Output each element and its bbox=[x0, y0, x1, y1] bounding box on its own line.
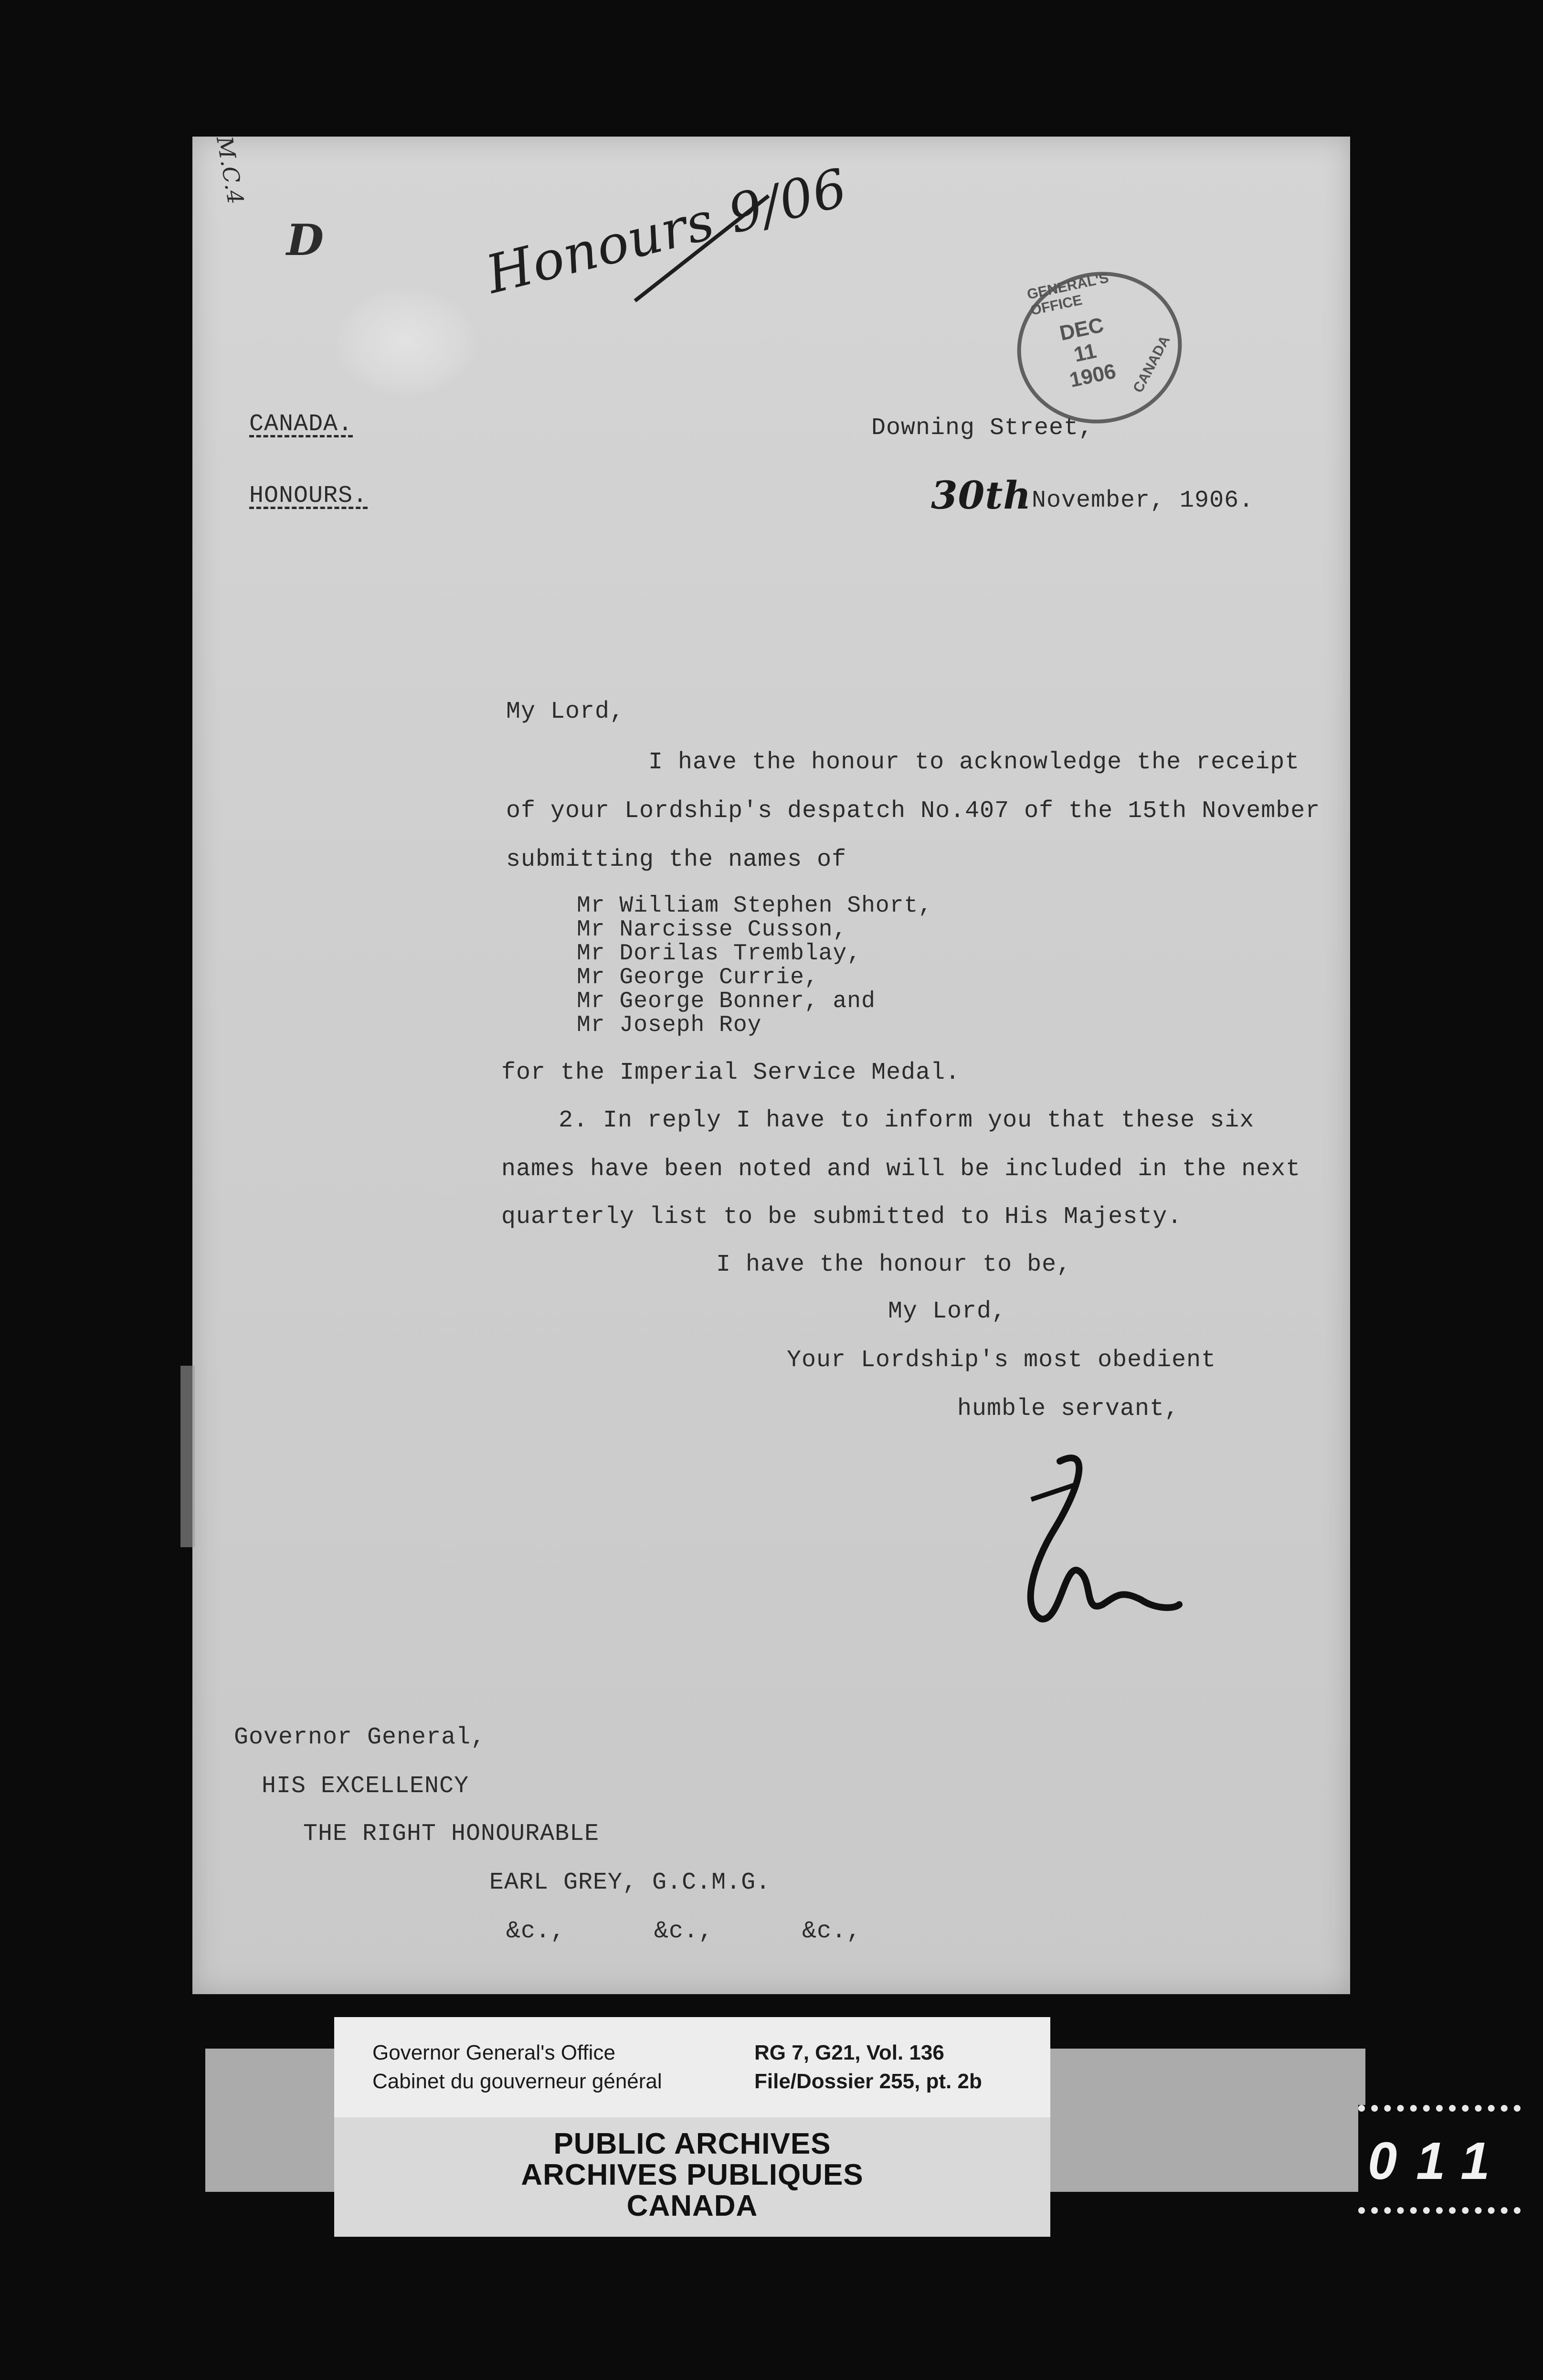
embossed-seal bbox=[334, 287, 477, 396]
archive-reference-label bbox=[334, 2017, 1050, 2117]
handwritten-d: D bbox=[286, 215, 325, 266]
paragraph-1-line: I have the honour to acknowledge the receipt bbox=[648, 749, 1300, 776]
addressee-line: THE RIGHT HONOURABLE bbox=[303, 1820, 600, 1848]
name-item: Mr William Stephen Short, bbox=[577, 893, 933, 919]
paragraph-2-line: quarterly list to be submitted to His Majesty. bbox=[501, 1203, 1183, 1231]
paragraph-1-line: of your Lordship's despatch No.407 of the 15th November bbox=[506, 797, 1321, 825]
record-group: RG 7, G21, Vol. 136 bbox=[754, 2041, 944, 2064]
frame-number-text: 011 bbox=[1368, 2132, 1509, 2190]
name-item: Mr George Currie, bbox=[577, 965, 819, 990]
address-line: Downing Street, bbox=[871, 414, 1094, 442]
name-item: Mr Narcisse Cusson, bbox=[577, 917, 847, 943]
archives-line-2: ARCHIVES PUBLIQUES bbox=[521, 2158, 864, 2191]
annotation-stroke bbox=[630, 191, 773, 306]
name-item: Mr George Bonner, and bbox=[577, 988, 876, 1014]
stamp-day: 11 bbox=[1072, 339, 1099, 367]
addressee-line: &c., &c., &c., bbox=[506, 1918, 862, 1945]
addressee-line: Governor General, bbox=[234, 1724, 486, 1751]
margin-note: M.C.4 bbox=[211, 134, 249, 207]
handwritten-annotation: Honours 9/06 bbox=[480, 157, 854, 306]
frame-number bbox=[1358, 2105, 1521, 2214]
addressee-line: HIS EXCELLENCY bbox=[262, 1773, 469, 1800]
salutation: My Lord, bbox=[506, 698, 625, 725]
public-archives-label bbox=[334, 2117, 1050, 2237]
name-item: Mr Joseph Roy bbox=[577, 1012, 762, 1038]
name-item: Mr Dorilas Tremblay, bbox=[577, 941, 862, 967]
stamp-month: DEC bbox=[1057, 313, 1106, 346]
archives-line-3: CANADA bbox=[626, 2189, 758, 2222]
addressee-line: EARL GREY, G.C.M.G. bbox=[489, 1869, 771, 1896]
heading-honours: HONOURS. bbox=[249, 482, 368, 510]
paragraph-1-end: for the Imperial Service Medal. bbox=[501, 1059, 961, 1086]
paragraph-2-line: 2. In reply I have to inform you that these six bbox=[559, 1107, 1255, 1134]
sheet-edge bbox=[180, 1366, 195, 1547]
closing-line: Your Lordship's most obedient bbox=[787, 1347, 1216, 1374]
office-english: Governor General's Office bbox=[372, 2041, 615, 2064]
paragraph-2-line: names have been noted and will be included in the next bbox=[501, 1156, 1301, 1183]
file-dossier: File/Dossier 255, pt. 2b bbox=[754, 2070, 982, 2093]
stamp-ring-side: CANADA bbox=[1130, 333, 1173, 395]
stamp-year: 1906 bbox=[1067, 359, 1118, 392]
paragraph-1-line: submitting the names of bbox=[506, 846, 847, 873]
date-day: 30th bbox=[931, 473, 1032, 518]
date-rest: .November, 1906. bbox=[1017, 487, 1254, 514]
closing-line: humble servant, bbox=[957, 1395, 1180, 1423]
closing-line: I have the honour to be, bbox=[716, 1251, 1072, 1278]
office-french: Cabinet du gouverneur général bbox=[372, 2070, 662, 2093]
stamp-ring-top: GENERAL'S OFFICE bbox=[1025, 270, 1110, 319]
signature bbox=[1003, 1452, 1184, 1662]
archives-line-1: PUBLIC ARCHIVES bbox=[553, 2127, 831, 2160]
closing-line: My Lord, bbox=[888, 1298, 1007, 1325]
heading-canada: CANADA. bbox=[249, 411, 353, 438]
